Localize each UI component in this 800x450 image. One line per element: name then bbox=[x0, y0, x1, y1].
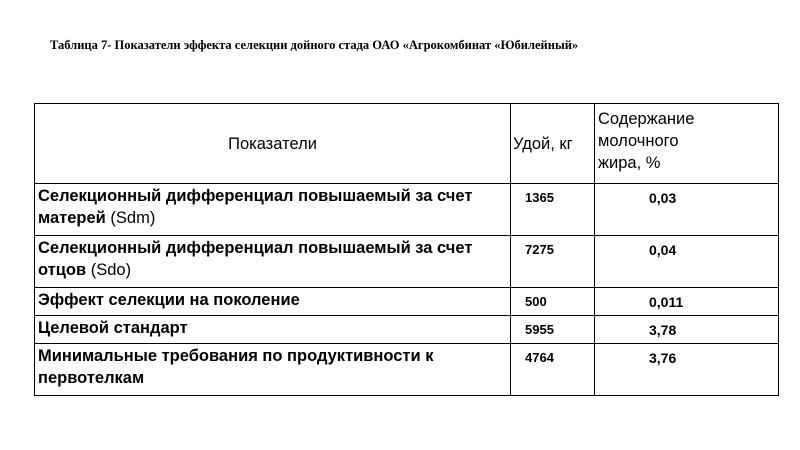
row-fat: 3,78 bbox=[595, 316, 779, 344]
header-fat-content bbox=[595, 104, 779, 184]
table-caption: Таблица 7- Показатели эффекта селекции дойного стада ОАО «Агрокомбинат «Юбилейный» bbox=[50, 38, 579, 52]
table-row bbox=[35, 344, 779, 396]
row-indicator bbox=[35, 288, 511, 316]
row-yield: 1365 bbox=[511, 184, 595, 236]
selection-effect-table bbox=[34, 103, 779, 396]
header-fat-line-3: жира, % bbox=[598, 154, 661, 172]
header-fat-line-2: молочного bbox=[598, 132, 679, 150]
indicator-text: Эффект селекции на поколение bbox=[38, 291, 300, 309]
row-fat: 0,04 bbox=[595, 236, 779, 288]
header-yield: Удой, кг bbox=[511, 104, 595, 184]
row-indicator bbox=[35, 184, 511, 236]
indicator-text: Селекционный дифференциал повышаемый за счет матерей bbox=[38, 187, 473, 227]
table-header-row bbox=[35, 104, 779, 184]
indicator-text: Минимальные требования по продуктивности к первотелкам bbox=[38, 347, 434, 387]
row-yield: 7275 bbox=[511, 236, 595, 288]
row-indicator bbox=[35, 344, 511, 396]
header-indicator: Показатели bbox=[35, 104, 511, 184]
row-indicator bbox=[35, 236, 511, 288]
row-indicator bbox=[35, 316, 511, 344]
table-row bbox=[35, 236, 779, 288]
row-fat: 3,76 bbox=[595, 344, 779, 396]
row-yield: 5955 bbox=[511, 316, 595, 344]
indicator-text: Целевой стандарт bbox=[38, 319, 188, 337]
indicator-note: (Sdo) bbox=[90, 261, 132, 279]
header-fat-line-1: Содержание bbox=[598, 110, 695, 128]
row-yield: 4764 bbox=[511, 344, 595, 396]
table-row bbox=[35, 316, 779, 344]
row-yield: 500 bbox=[511, 288, 595, 316]
table-row bbox=[35, 288, 779, 316]
indicator-note: (Sdm) bbox=[110, 209, 156, 227]
row-fat: 0,011 bbox=[595, 288, 779, 316]
indicator-text: Селекционный дифференциал повышаемый за счет отцов bbox=[38, 239, 473, 279]
row-fat: 0,03 bbox=[595, 184, 779, 236]
table-row bbox=[35, 184, 779, 236]
